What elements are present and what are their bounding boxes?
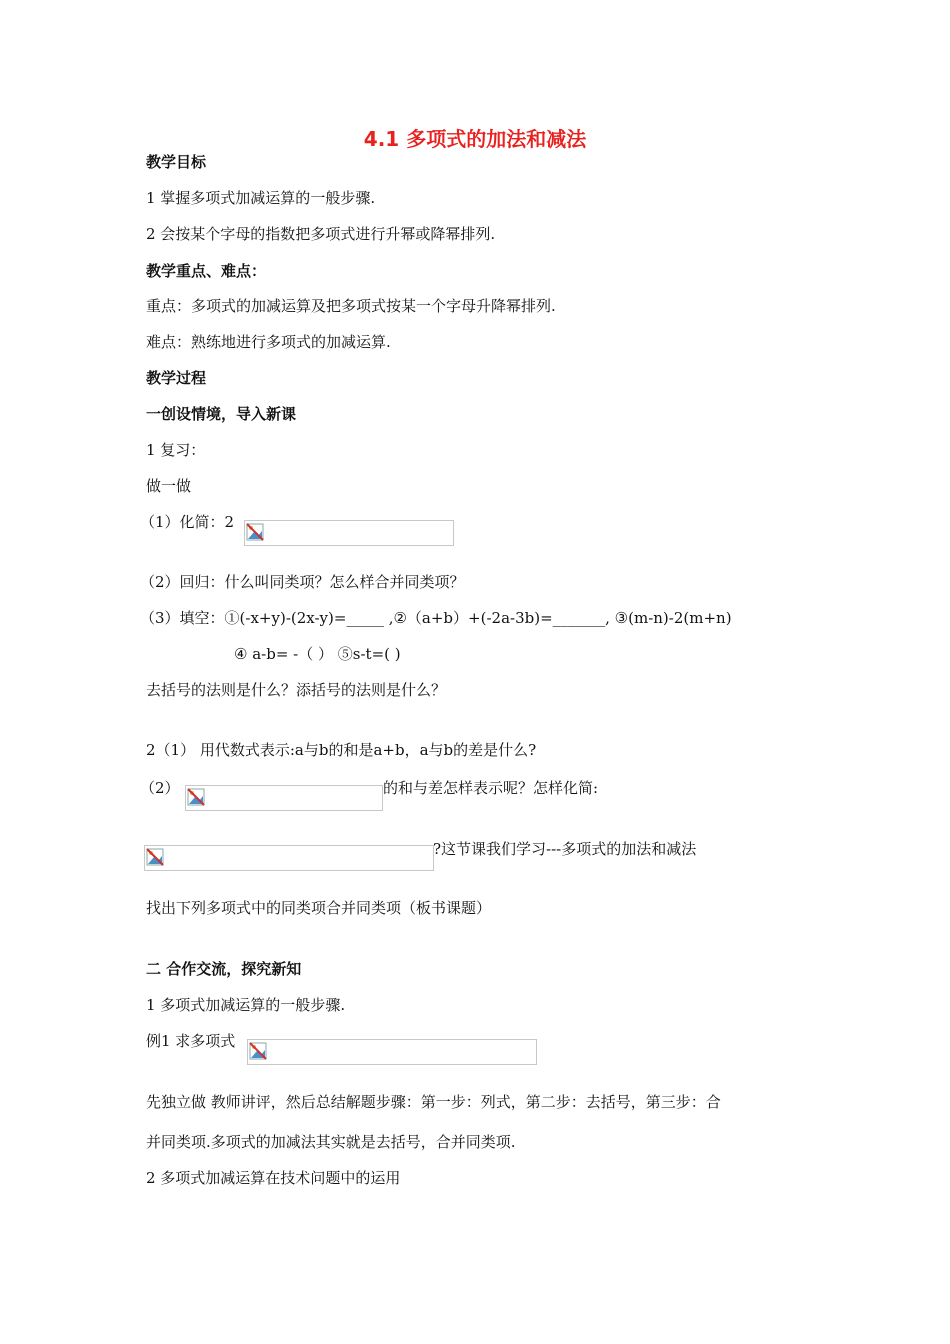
- do-it-label: 做一做: [146, 477, 192, 495]
- formula-image-placeholder: [244, 520, 454, 546]
- broken-image-icon: [146, 848, 164, 866]
- key-point: 重点：多项式的加减运算及把多项式按某一个字母升降幂排列.: [146, 297, 556, 315]
- question-1: （1）化简：2: [140, 513, 235, 531]
- page-title: 4.1 多项式的加法和减法: [363, 127, 587, 151]
- goal-1: 1 掌握多项式加减运算的一般步骤.: [146, 189, 376, 207]
- goals-heading: 教学目标: [146, 153, 207, 171]
- explanation-line-2: 并同类项.多项式的加减法其实就是去括号，合并同类项.: [146, 1133, 516, 1151]
- question-3b: ④ a-b= -（ ） ⑤s-t=( ): [234, 645, 401, 663]
- goal-2: 2 会按某个字母的指数把多项式进行升幂或降幂排列.: [146, 225, 496, 243]
- difficult-point: 难点：熟练地进行多项式的加减运算.: [146, 333, 391, 351]
- question-3a: （3）填空：①(-x+y)-(2x-y)=_____ ,②（a+b）+(-2a-3b)=_______, ③(m-n)-2(m+n): [140, 609, 732, 627]
- part2-heading: 二 合作交流，探究新知: [146, 960, 302, 978]
- part2-q2-suffix: 的和与差怎样表示呢？怎样化简:: [383, 779, 599, 797]
- formula-image-placeholder-4: [247, 1039, 537, 1065]
- example-1-label: 例1 求多项式: [146, 1032, 236, 1050]
- key-heading: 教学重点、难点：: [146, 262, 267, 280]
- find-like-terms: 找出下列多项式中的同类项合并同类项（板书课题）: [146, 899, 492, 917]
- step-2: 2 多项式加减运算在技术问题中的运用: [146, 1169, 401, 1187]
- part1-heading: 一创设情境，导入新课: [146, 405, 297, 423]
- part2-q1: 2（1） 用代数式表示:a与b的和是a+b，a与b的差是什么?: [146, 741, 537, 759]
- formula-image-placeholder-3: [144, 845, 434, 871]
- process-heading: 教学过程: [146, 369, 207, 387]
- broken-image-icon: [187, 788, 205, 806]
- formula-image-placeholder-2: [185, 785, 383, 811]
- step-1: 1 多项式加减运算的一般步骤.: [146, 996, 346, 1014]
- question-2: （2）回归：什么叫同类项？怎么样合并同类项？: [140, 573, 465, 591]
- lesson-intro: ?这节课我们学习---多项式的加法和减法: [433, 840, 697, 858]
- review-label: 1 复习：: [146, 441, 206, 459]
- bracket-rule: 去括号的法则是什么？添括号的法则是什么？: [146, 681, 447, 699]
- explanation-line-1: 先独立做 教师讲评，然后总结解题步骤：第一步：列式，第二步：去括号，第三步：合: [146, 1093, 721, 1111]
- broken-image-icon: [246, 523, 264, 541]
- part2-q2-prefix: （2）: [140, 779, 180, 797]
- broken-image-icon: [249, 1042, 267, 1060]
